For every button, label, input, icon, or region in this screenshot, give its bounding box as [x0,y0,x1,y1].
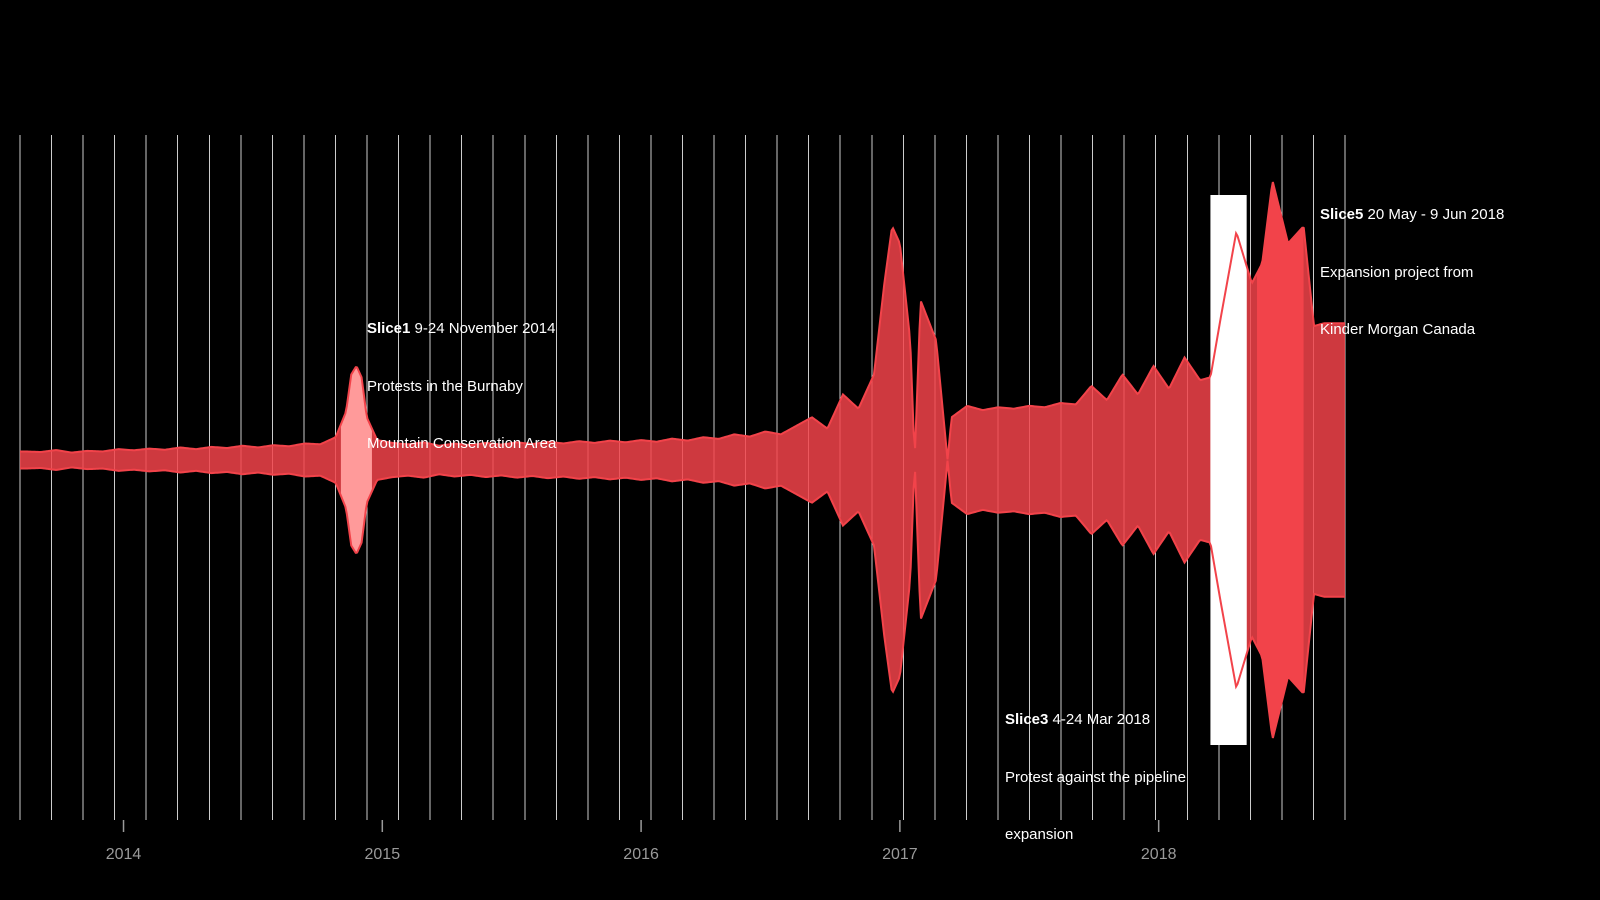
x-axis-tick-label: 2015 [364,846,401,863]
annotation-slice5 [1320,167,1504,377]
annotation-slice1-dates: 9-24 November 2014 [410,320,556,337]
x-axis-tick-label: 2017 [882,846,918,863]
annotation-slice3-line3: expansion [1005,826,1074,843]
annotation-slice1-line3: Mountain Conservation Area [367,435,557,452]
annotation-slice5-head [1320,205,1504,224]
annotation-slice1-head [367,319,556,338]
annotation-slice3-line2: Protest against the pipeline [1005,769,1186,786]
annotation-slice1 [367,281,556,491]
x-axis-tick-label: 2014 [105,846,142,863]
annotation-slice3-dates: 4-24 Mar 2018 [1048,711,1151,728]
annotation-slice5-line3: Kinder Morgan Canada [1320,321,1476,338]
annotation-slice5-title: Slice5 [1320,206,1364,223]
annotation-slice5-dates: 20 May - 9 Jun 2018 [1363,206,1505,223]
annotation-slice1-title: Slice1 [367,320,411,337]
x-axis-tick-label: 2018 [1140,846,1177,863]
axis-ticks-group [124,820,1159,832]
x-axis-tick-label: 2016 [623,846,659,863]
annotation-slice3-title: Slice3 [1005,711,1049,728]
slice5-highlight [1257,184,1304,736]
annotation-slice5-line2: Expansion project from [1320,264,1474,281]
annotation-slice1-line2: Protests in the Burnaby [367,378,523,395]
annotation-slice3-head [1005,710,1186,729]
